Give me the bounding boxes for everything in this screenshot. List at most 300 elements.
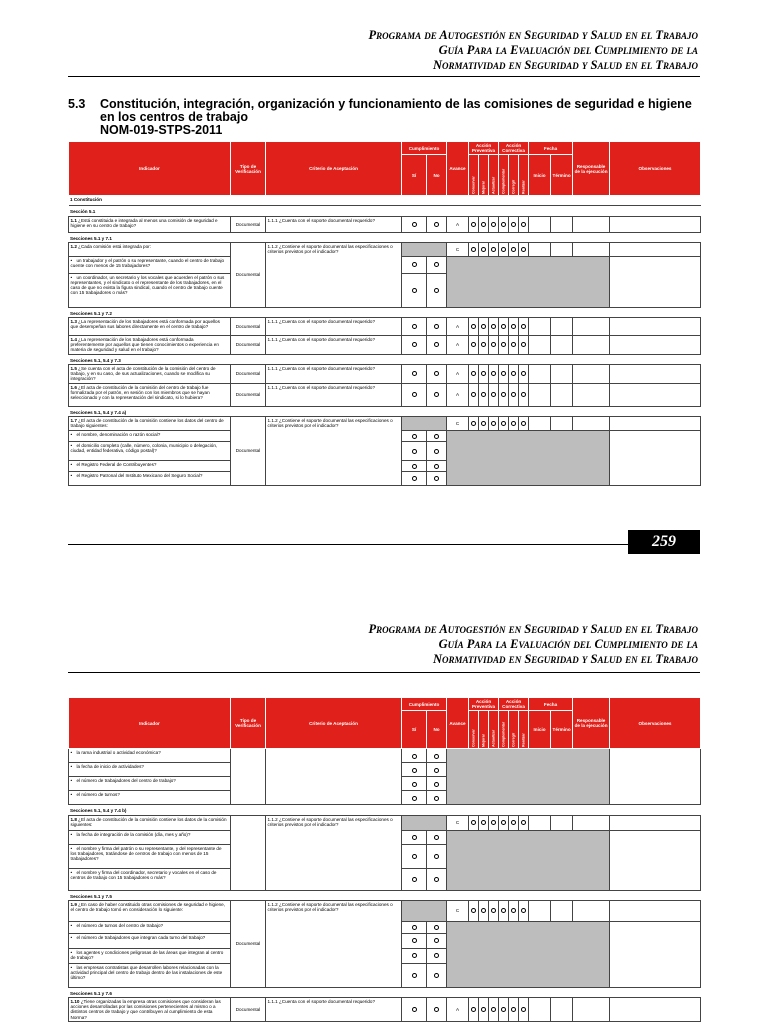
indicator-text: ¿La representación de los trabajadores está conformada por aquellos que desempeñan sus labores directamente en el centro de trabajo? (70, 319, 220, 330)
table-row: • el nombre y firma del patrón o su representante, y del representante de los trabajadores, tratándose de centros de trabajo con menos de 15 trabajadores? (69, 844, 701, 868)
no-radio[interactable] (434, 854, 439, 859)
inicio-cell[interactable] (529, 216, 551, 232)
conservar-radio[interactable] (471, 222, 476, 227)
corregir-radio[interactable] (511, 222, 516, 227)
th-fecha: Fecha (529, 698, 573, 711)
th-conservar: Conservar (469, 711, 479, 749)
si-radio[interactable] (412, 768, 417, 773)
realizar-radio[interactable] (521, 392, 526, 397)
termino-cell[interactable] (551, 242, 573, 256)
table-row (69, 242, 701, 256)
sub-indicator-text: el número de turnos? (76, 792, 120, 798)
si-radio[interactable] (412, 262, 417, 267)
si-radio[interactable] (412, 877, 417, 882)
th-correctiva: Acción Correctiva (499, 698, 529, 711)
criterion-number: 1.1.2 (267, 816, 278, 822)
corregir-radio[interactable] (511, 908, 516, 913)
mejorar-radio[interactable] (481, 392, 486, 397)
realizar-radio[interactable] (521, 371, 526, 376)
no-radio[interactable] (434, 1007, 439, 1012)
observaciones-cell[interactable] (610, 336, 701, 355)
th-realizar: Realizar (519, 155, 529, 196)
actions-na (447, 431, 610, 486)
termino-cell[interactable] (551, 383, 573, 406)
table-row: • el número de turnos? (69, 791, 701, 805)
sub-indicator-text: el número de trabajadores que integran cada turno del trabajo? (76, 934, 206, 940)
conservar-radio[interactable] (471, 1007, 476, 1012)
responsable-cell[interactable] (573, 364, 610, 383)
responsable-cell[interactable] (573, 242, 610, 256)
actualizar-radio[interactable] (491, 392, 496, 397)
table-header (69, 698, 701, 749)
inicio-cell[interactable] (529, 364, 551, 383)
actualizar-radio[interactable] (491, 371, 496, 376)
no-radio[interactable] (434, 464, 439, 469)
th-preventiva: Acción Preventiva (469, 698, 499, 711)
complementar-radio[interactable] (501, 247, 506, 252)
th-observaciones: Observaciones (610, 142, 701, 196)
th-complementar: Complementar (499, 155, 509, 196)
no-radio[interactable] (434, 262, 439, 267)
th-tipo: Tipo de Verificación (231, 698, 266, 749)
sub-indicator-text: el número de trabajadores del centro de trabajo? (76, 778, 176, 784)
table-row: • el domicilio completo (calle, número, colonia, municipio o delegación, ciudad, entidad federativa, código postal)? (69, 442, 701, 461)
criterion-text: ¿Contiene el soporte documental las especificaciones o criterios previstos por el indicador? (267, 816, 393, 827)
no-radio[interactable] (434, 835, 439, 840)
table-row: • la rama industrial o actividad económica? (69, 749, 701, 763)
responsable-cell[interactable] (573, 998, 610, 1022)
th-mejorar: Mejorar (479, 711, 489, 749)
table-row: • un trabajador y el patrón o su representante, cuando el centro de trabajo cuente con menos de 15 trabajadores? (69, 256, 701, 273)
actualizar-radio[interactable] (491, 324, 496, 329)
observaciones-cell[interactable] (610, 900, 701, 921)
header-rule-2 (68, 672, 700, 673)
criterion-text: ¿Contiene el soporte documental las especificaciones o criterios previstos por el indicador? (267, 418, 393, 429)
header-line-3: Normatividad en Seguridad y Salud en el Trabajo (433, 652, 698, 666)
realizar-radio[interactable] (521, 820, 526, 825)
sub-indicator-text: los agentes y condiciones peligrosas de las áreas que integran al centro de trabajo? (70, 949, 224, 961)
verification-type: Documental (231, 336, 266, 355)
row-number: 1.10 (70, 999, 80, 1005)
th-avance: Avance (447, 698, 469, 749)
si-radio[interactable] (412, 973, 417, 978)
si-radio[interactable] (412, 835, 417, 840)
evaluation-table-page-2 (68, 697, 701, 1022)
avance-value: C (447, 815, 469, 830)
mejorar-radio[interactable] (481, 1007, 486, 1012)
no-radio[interactable] (434, 953, 439, 958)
si-radio[interactable] (412, 782, 417, 787)
th-conservar: Conservar (469, 155, 479, 196)
row-number: 1.8 (70, 816, 77, 822)
responsable-cell[interactable] (573, 900, 610, 921)
verification-type: Documental (231, 417, 266, 486)
observaciones-cell[interactable] (610, 830, 701, 890)
th-responsable: Responsable de la ejecución (573, 698, 610, 749)
group-constitucion: 1 Constitución (69, 196, 701, 206)
th-correctiva: Acción Correctiva (499, 142, 529, 155)
avance-value: A (447, 318, 469, 336)
inicio-cell[interactable] (529, 815, 551, 830)
complementar-radio[interactable] (501, 222, 506, 227)
th-corregir: Corregir (509, 711, 519, 749)
table-row (69, 815, 701, 830)
realizar-radio[interactable] (521, 908, 526, 913)
observaciones-cell[interactable] (610, 256, 701, 307)
table-row: • las empresas contratistas que desarrollen labores relacionadas con la actividad principal del centro de trabajo dentro de las instalaciones de este último? (69, 963, 701, 987)
corregir-radio[interactable] (511, 1007, 516, 1012)
realizar-radio[interactable] (521, 421, 526, 426)
si-radio[interactable] (412, 796, 417, 801)
termino-cell[interactable] (551, 417, 573, 431)
observaciones-cell[interactable] (610, 815, 701, 830)
th-realizar: Realizar (519, 711, 529, 749)
no-radio[interactable] (434, 768, 439, 773)
si-radio[interactable] (412, 1007, 417, 1012)
conservar-radio[interactable] (471, 371, 476, 376)
indicator-text: ¿En caso de haber constituido otras comisiones de seguridad e higiene, el centro de trabajo tomó en consideración lo siguiente: (70, 901, 226, 913)
cumplimiento-na (402, 242, 447, 256)
sub-indicator-text: el domicilio completo (calle, número, colonia, municipio o delegación, ciudad, entidad federativa, código postal)? (70, 443, 218, 454)
si-radio[interactable] (412, 288, 417, 293)
no-radio[interactable] (434, 434, 439, 439)
criterion-text: ¿Cuenta con el soporte documental requerido? (279, 384, 376, 390)
table-row: • el Registro Patronal del Instituto Mexicano del Seguro Social? (69, 472, 701, 486)
table-header (69, 142, 701, 196)
criterion-text: ¿Contiene el soporte documental las especificaciones o criterios previstos por el indicador? (267, 901, 393, 913)
actualizar-radio[interactable] (491, 820, 496, 825)
sub-indicator-text: el nombre, denominación o razón social? (76, 432, 161, 438)
th-observaciones: Observaciones (610, 698, 701, 749)
header-line-3: Normatividad en Seguridad y Salud en el Trabajo (433, 58, 698, 72)
avance-value: C (447, 242, 469, 256)
complementar-radio[interactable] (501, 1007, 506, 1012)
header-rule (68, 76, 700, 77)
sub-indicator-text: el Registro Federal de Contribuyentes? (76, 462, 157, 468)
header-line-2: Guía Para la Evaluación del Cumplimiento de la (438, 43, 698, 57)
mejorar-radio[interactable] (481, 342, 486, 347)
section-ref: Secciones 5.1 y 7.2 (69, 307, 701, 317)
si-radio[interactable] (412, 324, 417, 329)
mejorar-radio[interactable] (481, 247, 486, 252)
observaciones-cell[interactable] (610, 242, 701, 256)
table-row (69, 383, 701, 406)
realizar-radio[interactable] (521, 247, 526, 252)
termino-cell[interactable] (551, 900, 573, 921)
inicio-cell[interactable] (529, 417, 551, 431)
si-radio[interactable] (412, 464, 417, 469)
indicator-text: ¿Tiene organizadas la empresa otras comisiones que consideran las acciones desarrolladas por las comisiones pertenecientes al mismo o a distintos centros de trabajo y que contribuyen al cumplimiento de esta Norma? (70, 999, 221, 1020)
si-radio[interactable] (412, 222, 417, 227)
avance-value: A (447, 364, 469, 383)
corregir-radio[interactable] (511, 820, 516, 825)
no-radio[interactable] (434, 877, 439, 882)
no-radio[interactable] (434, 324, 439, 329)
table-row (69, 900, 701, 921)
conservar-radio[interactable] (471, 820, 476, 825)
actualizar-radio[interactable] (491, 342, 496, 347)
conservar-radio[interactable] (471, 247, 476, 252)
avance-value: C (447, 900, 469, 921)
si-radio[interactable] (412, 938, 417, 943)
actualizar-radio[interactable] (491, 421, 496, 426)
th-inicio: Inicio (529, 711, 551, 749)
observaciones-cell[interactable] (610, 749, 701, 805)
realizar-radio[interactable] (521, 324, 526, 329)
conservar-radio[interactable] (471, 908, 476, 913)
actions-na (447, 749, 610, 805)
no-radio[interactable] (434, 476, 439, 481)
actualizar-radio[interactable] (491, 247, 496, 252)
responsable-cell[interactable] (573, 417, 610, 431)
th-si: Sí (402, 155, 427, 196)
actualizar-radio[interactable] (491, 908, 496, 913)
avance-value: A (447, 336, 469, 355)
th-complementar: Complementar (499, 711, 509, 749)
th-cumplimiento: Cumplimiento (402, 698, 447, 711)
section-ref: Secciones 5.1 y 7.1 (69, 232, 701, 242)
complementar-radio[interactable] (501, 324, 506, 329)
responsable-cell[interactable] (573, 318, 610, 336)
si-radio[interactable] (412, 953, 417, 958)
si-radio[interactable] (412, 434, 417, 439)
th-corregir: Corregir (509, 155, 519, 196)
verification-type: Documental (231, 998, 266, 1022)
conservar-radio[interactable] (471, 324, 476, 329)
responsable-cell[interactable] (573, 383, 610, 406)
th-no: No (427, 155, 447, 196)
table-row (69, 998, 701, 1022)
page-header-2 (368, 622, 698, 667)
responsable-cell[interactable] (573, 815, 610, 830)
th-fecha: Fecha (529, 142, 573, 155)
no-radio[interactable] (434, 371, 439, 376)
row-number: 1.6 (70, 384, 77, 390)
responsable-cell[interactable] (573, 336, 610, 355)
th-tipo: Tipo de Verificación (231, 142, 266, 196)
complementar-radio[interactable] (501, 371, 506, 376)
verification-type (231, 749, 266, 805)
row-number: 1.2 (70, 243, 77, 249)
header-line-2: Guía Para la Evaluación del Cumplimiento de la (438, 637, 698, 651)
table-row (69, 417, 701, 431)
observaciones-cell[interactable] (610, 417, 701, 431)
section-ref: Secciones 5.1 y 7.6 (69, 987, 701, 997)
no-radio[interactable] (434, 222, 439, 227)
criterion-text: ¿Cuenta con el soporte documental requerido? (279, 337, 376, 343)
mejorar-radio[interactable] (481, 222, 486, 227)
si-radio[interactable] (412, 449, 417, 454)
th-termino: Término (551, 155, 573, 196)
row-number: 1.3 (70, 319, 77, 325)
no-radio[interactable] (434, 342, 439, 347)
complementar-radio[interactable] (501, 342, 506, 347)
inicio-cell[interactable] (529, 998, 551, 1022)
verification-type (231, 815, 266, 890)
criterion-text: ¿Contiene el soporte documental las especificaciones o criterios previstos por el indicador? (267, 243, 393, 255)
no-radio[interactable] (434, 754, 439, 759)
criterion-number: 1.1.1 (267, 337, 278, 343)
th-termino: Término (551, 711, 573, 749)
indicator-text: ¿El acta de constitución de la comisión del centro de trabajo fue formalizada por el patrón, en sesión con los miembros que se hayan seleccionado y con la representación del sindicato, si lo hubiera? (70, 384, 210, 401)
no-radio[interactable] (434, 392, 439, 397)
si-radio[interactable] (412, 925, 417, 930)
table-row (69, 318, 701, 336)
actions-na (447, 256, 610, 307)
inicio-cell[interactable] (529, 900, 551, 921)
no-radio[interactable] (434, 782, 439, 787)
termino-cell[interactable] (551, 216, 573, 232)
conservar-radio[interactable] (471, 421, 476, 426)
termino-cell[interactable] (551, 318, 573, 336)
th-preventiva: Acción Preventiva (469, 142, 499, 155)
no-radio[interactable] (434, 288, 439, 293)
actualizar-radio[interactable] (491, 1007, 496, 1012)
indicator-text: ¿El acta de constitución de la comisión contiene los datos de la comisión siguientes: (70, 816, 227, 827)
actualizar-radio[interactable] (491, 222, 496, 227)
complementar-radio[interactable] (501, 820, 506, 825)
table-row: • el número de trabajadores que integran cada turno del trabajo? (69, 933, 701, 948)
mejorar-radio[interactable] (481, 371, 486, 376)
criterion-number: 1.1.1 (267, 365, 278, 371)
evaluation-table-page-1 (68, 141, 701, 486)
section-ref: Secciones 5.1 y 7.5 (69, 890, 701, 900)
header-line-1: Programa de Autogestión en Seguridad y Salud en el Trabajo (368, 622, 698, 636)
conservar-radio[interactable] (471, 392, 476, 397)
sub-indicator-text: un trabajador y el patrón o su representante, cuando el centro de trabajo cuente con menos de 15 trabajadores? (70, 257, 225, 269)
th-cumplimiento: Cumplimiento (402, 142, 447, 155)
table-row (69, 364, 701, 383)
no-radio[interactable] (434, 449, 439, 454)
sub-indicator-text: el número de turnos del centro de trabajo? (76, 922, 164, 928)
page-number: 259 (628, 530, 700, 554)
avance-value: C (447, 417, 469, 431)
corregir-radio[interactable] (511, 324, 516, 329)
criterion-text (266, 749, 402, 805)
observaciones-cell[interactable] (610, 998, 701, 1022)
avance-value: A (447, 383, 469, 406)
observaciones-cell[interactable] (610, 318, 701, 336)
cumplimiento-na (402, 900, 447, 921)
realizar-radio[interactable] (521, 222, 526, 227)
verification-type: Documental (231, 383, 266, 406)
criterion-number: 1.1.1 (267, 999, 278, 1005)
corregir-radio[interactable] (511, 392, 516, 397)
corregir-radio[interactable] (511, 247, 516, 252)
criterion-text: ¿Cuenta con el soporte documental requerido? (279, 319, 376, 325)
realizar-radio[interactable] (521, 342, 526, 347)
observaciones-cell[interactable] (610, 216, 701, 232)
observaciones-cell[interactable] (610, 383, 701, 406)
mejorar-radio[interactable] (481, 908, 486, 913)
realizar-radio[interactable] (521, 1007, 526, 1012)
si-radio[interactable] (412, 476, 417, 481)
inicio-cell[interactable] (529, 336, 551, 355)
th-mejorar: Mejorar (479, 155, 489, 196)
complementar-radio[interactable] (501, 392, 506, 397)
section-title (68, 98, 708, 137)
complementar-radio[interactable] (501, 421, 506, 426)
section-ref: Secciones 5.1, 5.4 y 7.3 (69, 354, 701, 364)
no-radio[interactable] (434, 796, 439, 801)
si-radio[interactable] (412, 754, 417, 759)
cumplimiento-na (402, 815, 447, 830)
indicator-text: ¿Está constituida e integrada al menos una comisión de seguridad e higiene en su centro de trabajo? (70, 217, 218, 228)
row-number: 1.5 (70, 365, 77, 371)
mejorar-radio[interactable] (481, 820, 486, 825)
th-avance: Avance (447, 142, 469, 196)
corregir-radio[interactable] (511, 342, 516, 347)
actions-na (447, 830, 610, 890)
table-row: • la fecha de inicio de actividades? (69, 763, 701, 777)
table-row: • un coordinador, un secretario y los vocales que acuerden el patrón o sus representantes, y el sindicato o el representante de los trabajadores, en el caso de que no exista la figura sindical, cuando el centro de trabajo cuente con 15 trabajadores o más? (69, 273, 701, 307)
observaciones-cell[interactable] (610, 364, 701, 383)
section-number: 5.3 (68, 97, 86, 111)
observaciones-cell[interactable] (610, 431, 701, 486)
sub-indicator-text: el nombre y firma del patrón o su representante, y del representante de los trabajadores, tratándose de centros de trabajo con menos de 15 trabajadores? (70, 845, 222, 862)
criterion-number: 1.1.1 (267, 319, 278, 325)
criterion-number: 1.1.1 (267, 217, 278, 223)
table-row: • los agentes y condiciones peligrosas de las áreas que integran al centro de trabajo? (69, 948, 701, 963)
responsable-cell[interactable] (573, 216, 610, 232)
complementar-radio[interactable] (501, 908, 506, 913)
si-radio[interactable] (412, 392, 417, 397)
conservar-radio[interactable] (471, 342, 476, 347)
criterion-number: 1.1.2 (267, 901, 278, 907)
mejorar-radio[interactable] (481, 421, 486, 426)
si-radio[interactable] (412, 342, 417, 347)
th-responsable: Responsable de la ejecución (573, 142, 610, 196)
avance-value: A (447, 216, 469, 232)
observaciones-cell[interactable] (610, 921, 701, 987)
sub-indicator-text: el nombre y firma del coordinador, secretario y vocales en el caso de centros de trabajo con 15 trabajadores o más? (70, 869, 217, 880)
th-no: No (427, 711, 447, 749)
sub-indicator-text: un coordinador, un secretario y los vocales que acuerden el patrón o sus representantes, y el sindicato o el representante de los trabajadores, en el caso de que no exista la figura sindical, cuando el centro de trabajo cuente con 15 trabajadores o más? (70, 274, 225, 296)
sub-indicator-text: las empresas contratistas que desarrollen labores relacionadas con la actividad principal del centro de trabajo dentro de las instalaciones de este último? (70, 964, 223, 981)
si-radio[interactable] (412, 371, 417, 376)
termino-cell[interactable] (551, 336, 573, 355)
header-line-1: Programa de Autogestión en Seguridad y Salud en el Trabajo (368, 28, 698, 42)
indicator-text: ¿Se cuenta con el acta de constitución de la comisión del centro de trabajo, y en su caso, de sus actualizaciones, cuando se modifica su integración? (70, 365, 216, 382)
table-row: • el nombre y firma del coordinador, secretario y vocales en el caso de centros de trabajo con 15 trabajadores o más? (69, 868, 701, 890)
inicio-cell[interactable] (529, 242, 551, 256)
no-radio[interactable] (434, 973, 439, 978)
termino-cell[interactable] (551, 998, 573, 1022)
inicio-cell[interactable] (529, 383, 551, 406)
verification-type: Documental (231, 216, 266, 232)
table-row: • el número de turnos del centro de trabajo? (69, 921, 701, 933)
termino-cell[interactable] (551, 815, 573, 830)
criterion-text: ¿Cuenta con el soporte documental requerido? (279, 365, 376, 371)
th-indicador: Indicador (69, 698, 231, 749)
indicator-text: ¿El acta de constitución de la comisión contiene los datos del centro de trabajo siguientes: (70, 418, 224, 429)
no-radio[interactable] (434, 938, 439, 943)
th-si: Sí (402, 711, 427, 749)
si-radio[interactable] (412, 854, 417, 859)
termino-cell[interactable] (551, 364, 573, 383)
table-row (69, 336, 701, 355)
th-criterio: Criterio de Aceptación (266, 142, 402, 196)
no-radio[interactable] (434, 925, 439, 930)
mejorar-radio[interactable] (481, 324, 486, 329)
corregir-radio[interactable] (511, 421, 516, 426)
row-number: 1.7 (70, 418, 77, 424)
table-row (69, 216, 701, 232)
inicio-cell[interactable] (529, 318, 551, 336)
criterion-text: ¿Cuenta con el soporte documental requerido? (279, 217, 376, 223)
corregir-radio[interactable] (511, 371, 516, 376)
verification-type: Documental (231, 318, 266, 336)
